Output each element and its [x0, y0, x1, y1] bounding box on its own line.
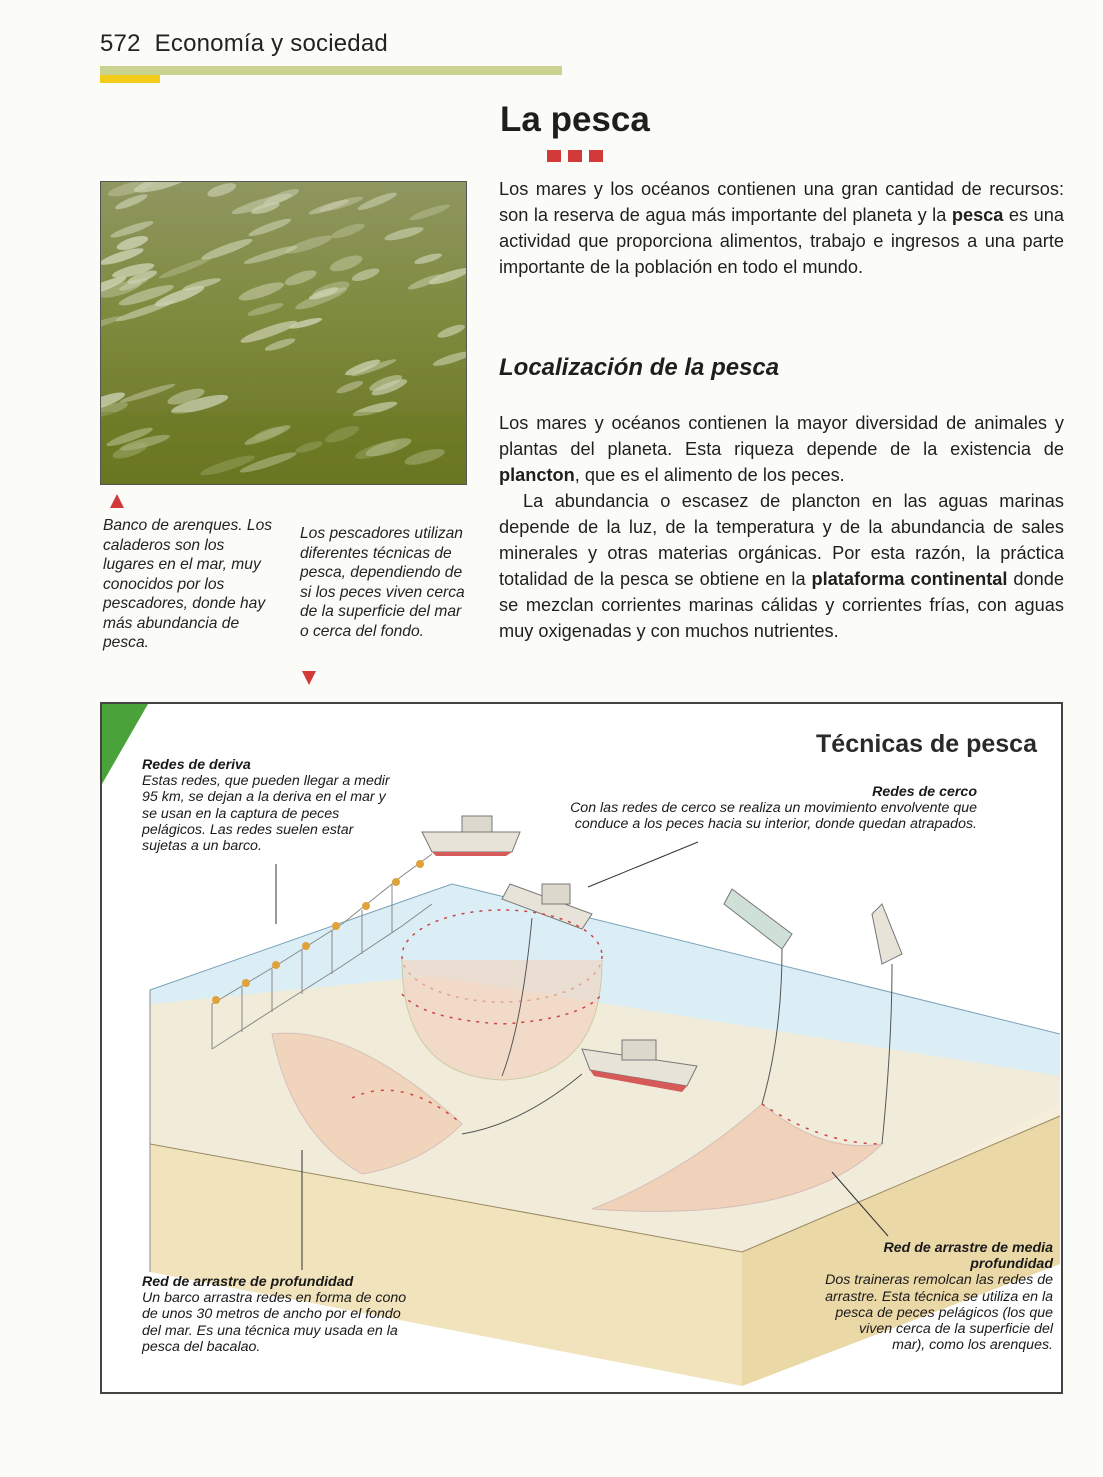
annotation-text: Dos traineras remolcan las redes de arrastre. Esta técnica se utiliza en la pesca de peces pelágicos (los que viven cerca de la superficie del mar), como los arenques. — [825, 1272, 1053, 1354]
header-accent — [100, 75, 160, 83]
annotation-text: Con las redes de cerco se realiza un movimiento envolvente que conduce a los peces hacia su interior, donde quedan atrapados. — [570, 800, 977, 833]
annotation-heading: Redes de deriva — [142, 757, 251, 773]
annotation-heading: Red de arrastre de profundidad — [142, 1274, 354, 1290]
annotation-arrastre-media — [823, 1240, 1053, 1353]
annotation-text: Un barco arrastra redes en forma de cono de unos 30 metros de ancho por el fondo del mar. Es una técnica muy usada en la pesca del bacalao. — [142, 1290, 407, 1355]
page-number: 572 — [100, 30, 141, 57]
caption-arrow-down — [302, 671, 316, 685]
annotation-redes-cerco — [557, 784, 977, 833]
annotation-redes-deriva — [142, 757, 402, 854]
herring-photo — [100, 181, 467, 485]
annotation-heading: Red de arrastre de media profundidad — [883, 1240, 1053, 1273]
diagram-caption: Los pescadores utilizan diferentes técnicas de pesca, dependiendo de si los peces viven cerca de la superficie del mar o cerca del fondo. — [300, 525, 465, 640]
section-subtitle: Localización de la pesca — [499, 354, 780, 381]
page-header — [100, 30, 388, 58]
annotation-heading: Redes de cerco — [872, 784, 977, 800]
section-title: Economía y sociedad — [154, 30, 388, 57]
intro-paragraph: Los mares y los océanos contienen una gran cantidad de recursos: son la reserva de agua más importante del planeta y la pesca es una actividad que proporciona alimentos, trabajo e ingresos a una parte importante de la población en todo el mundo. — [499, 179, 1064, 277]
annotation-text: Estas redes, que pueden llegar a medir 95 km, se dejan a la deriva en el mar y se usan en la captura de peces pelágicos. Las redes suelen estar sujetas a un barco. — [142, 773, 390, 855]
paragraph-2: La abundancia o escasez de plancton en las aguas marinas depende de la luz, de la temperatura y de la abundancia de sales minerales y otras materias orgánicas. Por esta razón, la práctica totalidad de la pesca se obtiene en la plataforma continental donde se mezclan corrientes marinas cálidas y corrientes frías, con aguas muy oxigenadas y con muchos nutrientes. — [499, 491, 1064, 641]
page-title: La pesca — [500, 100, 650, 139]
header-bar — [100, 66, 562, 75]
photo-caption: Banco de arenques. Los caladeros son los lugares en el mar, muy conocidos por los pescadores, donde hay más abundancia de pesca. — [103, 517, 273, 651]
annotation-arrastre-profundidad — [142, 1274, 412, 1355]
paragraph-1: Los mares y océanos contienen la mayor diversidad de animales y plantas del planeta. Esta riqueza depende de la existencia de plancton, que es el alimento de los peces. — [499, 413, 1064, 485]
title-ornament — [547, 150, 603, 162]
caption-arrow-up — [110, 494, 124, 508]
diagram-title: Técnicas de pesca — [816, 730, 1037, 758]
fishing-techniques-diagram — [100, 702, 1063, 1394]
